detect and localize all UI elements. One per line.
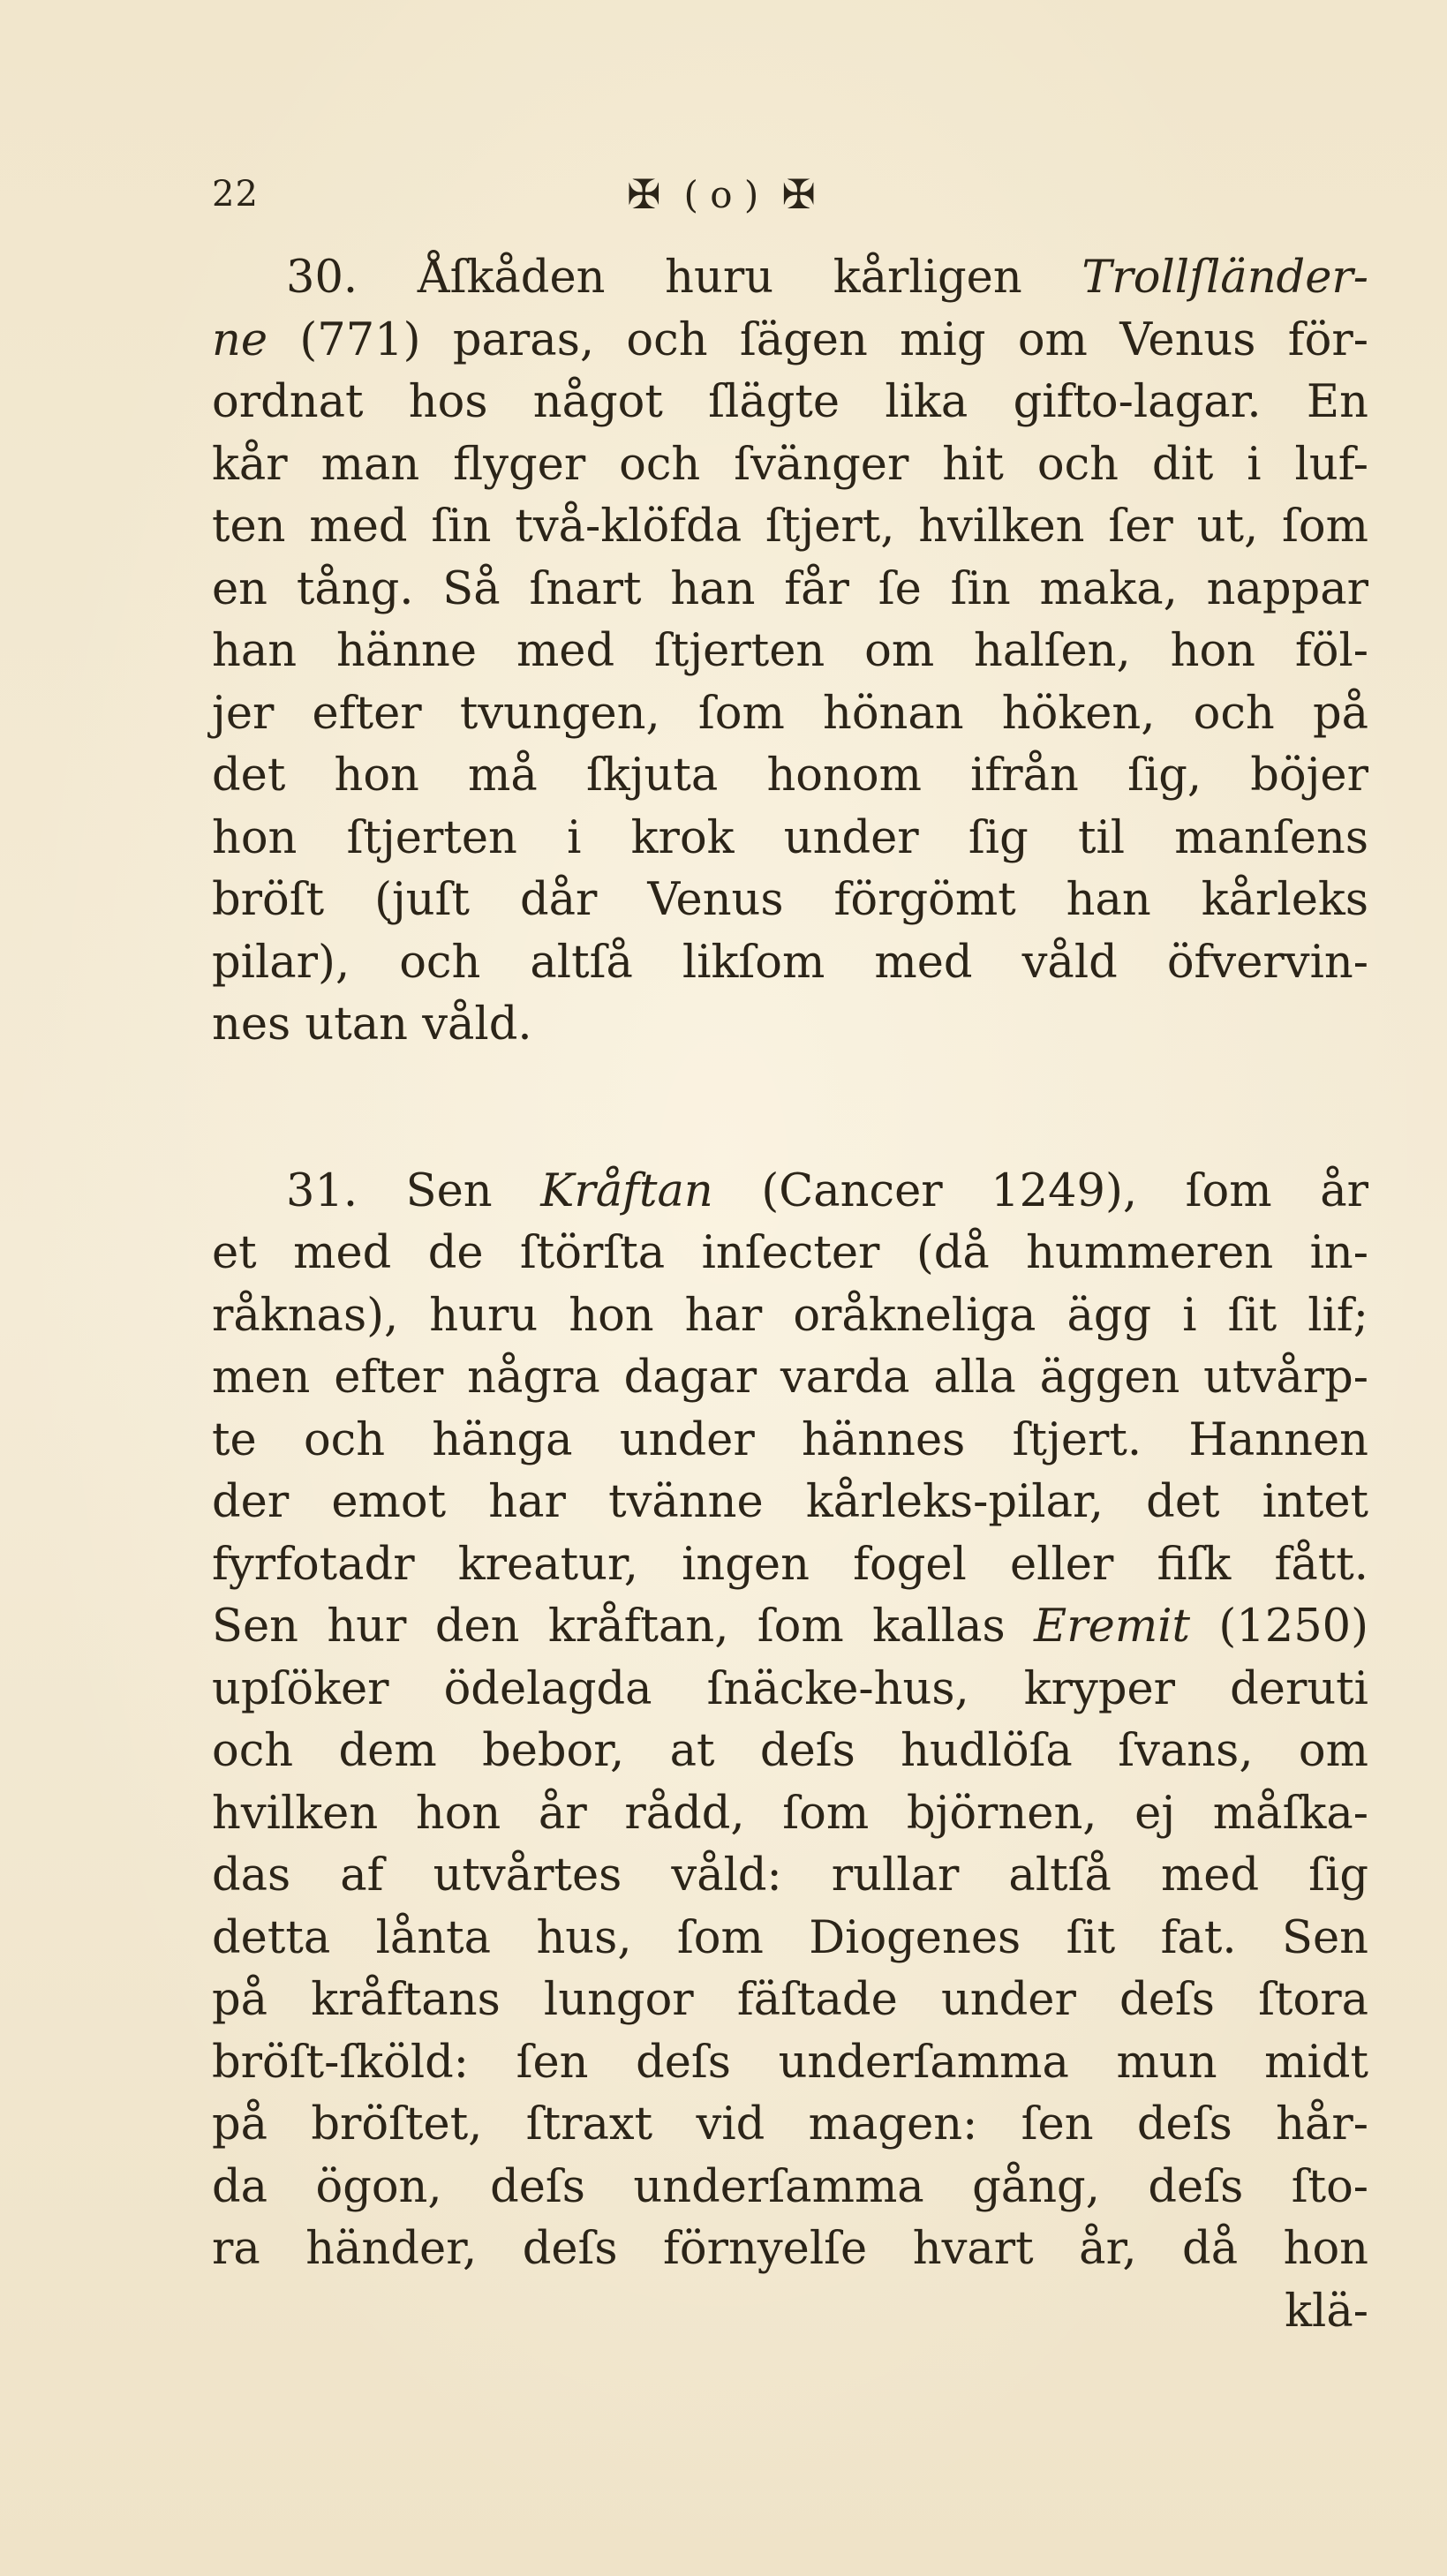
text-line: das af utvårtes våld: rullar altſå med ſig: [212, 1849, 1368, 1902]
text-line: hvilken hon år rådd, ſom björnen, ej måſka-: [212, 1787, 1368, 1840]
text-line: et med de ſtörſta inſecter (då hummeren in-: [212, 1227, 1368, 1279]
text-line: men efter några dagar varda alla äggen utvårp-: [212, 1352, 1368, 1404]
text-line: ne (771) paras, och ſägen mig om Venus för-: [212, 313, 1368, 366]
text-line: bröſt-ſköld: ſen deſs underſamma mun midt: [212, 2036, 1368, 2089]
text-line: råknas), huru hon har oråkneliga ägg i ſit lif;: [212, 1289, 1368, 1342]
text-line: Sen hur den kråftan, ſom kallas Eremit (1250): [212, 1601, 1368, 1653]
cross-ornament-right-icon: ✠: [781, 170, 816, 218]
text-line: på bröſtet, ſtraxt vid magen: ſen deſs hår-: [212, 2098, 1368, 2150]
running-head: [627, 168, 816, 221]
text-line: 30. Åſkåden huru kårligen Trollſländer-: [286, 252, 1368, 304]
text-line: han hänne med ſtjerten om halſen, hon föl-: [212, 625, 1368, 677]
text-line: da ögon, deſs underſamma gång, deſs ſto-: [212, 2160, 1368, 2213]
text-line: ten med ſin två-klöfda ſtjert, hvilken ſer ut, ſom: [212, 501, 1368, 553]
body-text: [212, 247, 1368, 2343]
paragraph-30: [212, 247, 1368, 1057]
text-line: en tång. Så ſnart han får ſe ſin maka, nappar: [212, 562, 1368, 615]
text-line: upſöker ödelagda ſnäcke-hus, kryper deruti: [212, 1662, 1368, 1715]
paragraph-gap: [212, 1057, 1368, 1161]
text-line: ordnat hos något ſlägte lika gifto-lagar. En: [212, 376, 1368, 428]
text-line: der emot har tvänne kårleks-pilar, det intet: [212, 1476, 1368, 1528]
italic-term: ne: [212, 313, 268, 366]
page-header: [212, 168, 1377, 221]
text-line: hon ſtjerten i krok under ſig til manſens: [212, 811, 1368, 864]
text-line: jer efter tvungen, ſom hönan höken, och på: [212, 687, 1368, 740]
text-line: ra händer, deſs förnyelſe hvart år, då hon: [212, 2223, 1368, 2275]
text-line: pilar), och altſå likſom med våld öfvervin-: [212, 936, 1368, 989]
text-line: fyrfotadr kreatur, ingen fogel eller fiſk fått.: [212, 1538, 1368, 1591]
running-head-text: ( o ): [683, 172, 759, 216]
catchword: klä-: [1285, 2285, 1368, 2338]
text-line: detta lånta hus, ſom Diogenes ſit fat. Sen: [212, 1911, 1368, 1964]
italic-term: Kråftan: [540, 1164, 713, 1217]
cross-ornament-left-icon: ✠: [627, 170, 661, 218]
italic-term: Trollſländer-: [1081, 252, 1368, 304]
text-line: nes utan våld.: [212, 998, 532, 1051]
text-line: det hon må ſkjuta honom ifrån ſig, böjer: [212, 749, 1368, 802]
text-line: 31. Sen Kråftan (Cancer 1249), ſom år: [286, 1164, 1368, 1217]
text-line: och dem bebor, at deſs hudlöſa ſvans, om: [212, 1725, 1368, 1777]
italic-term: Eremit: [1034, 1601, 1191, 1653]
paragraph-31: [212, 1161, 1368, 2281]
text-line: te och hänga under hännes ſtjert. Hannen: [212, 1413, 1368, 1466]
text-line: kår man flyger och ſvänger hit och dit i luf-: [212, 438, 1368, 491]
text-line: på kråftans lungor fäſtade under deſs ſtora: [212, 1974, 1368, 2026]
page-number: 22: [212, 174, 259, 215]
text-line: bröſt (juſt dår Venus förgömt han kårleks: [212, 874, 1368, 926]
